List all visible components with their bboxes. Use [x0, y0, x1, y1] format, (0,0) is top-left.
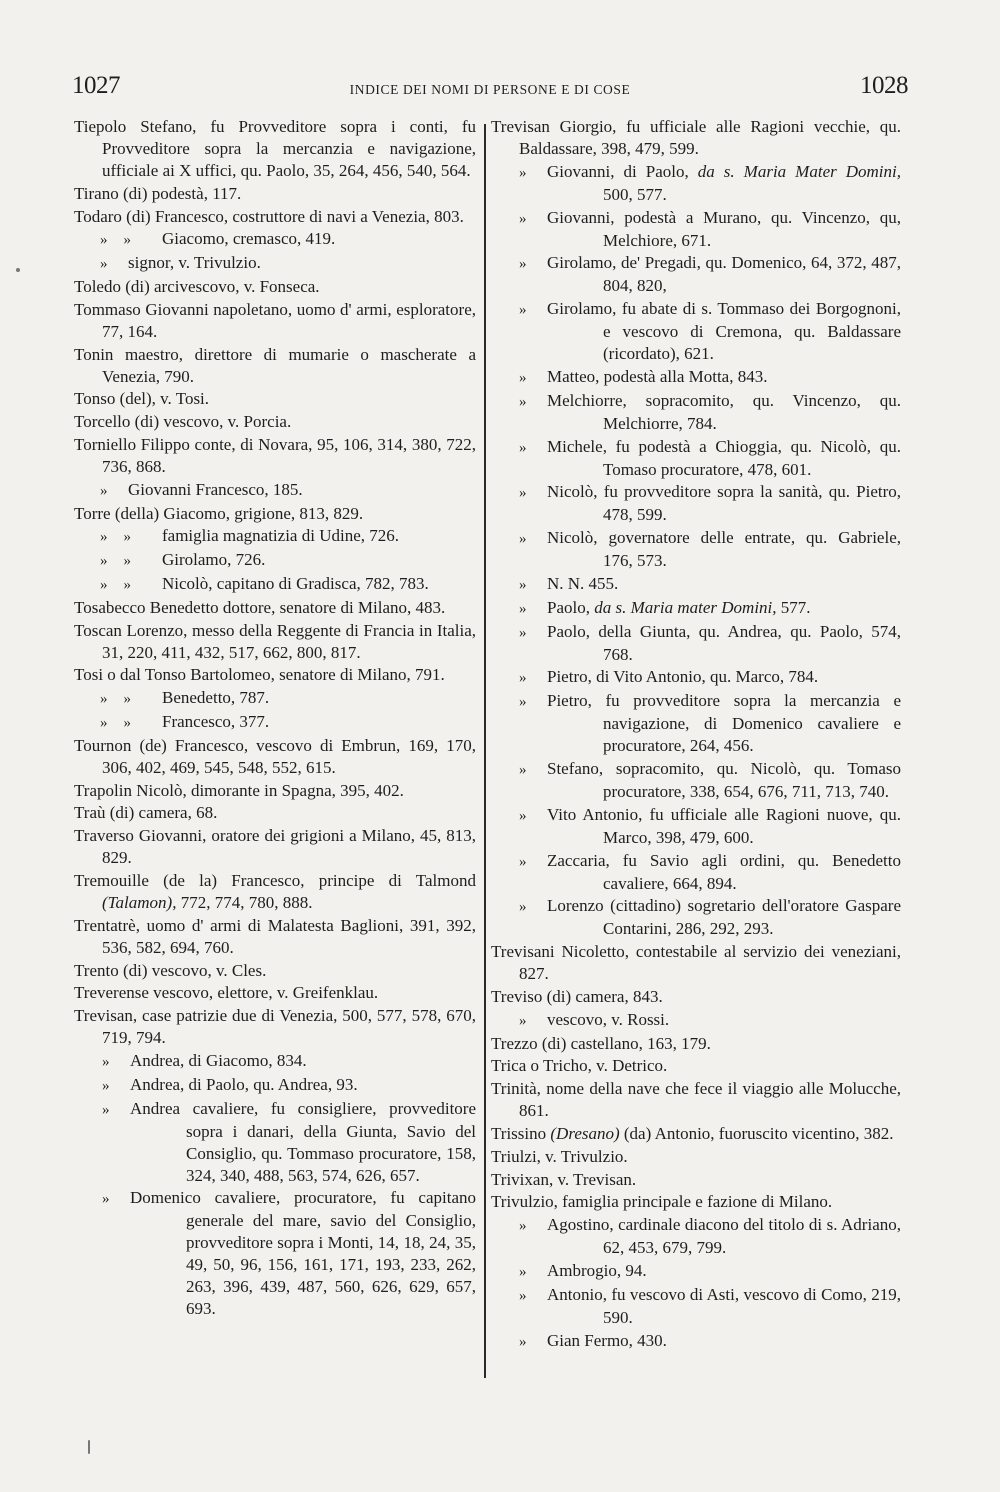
ditto-mark: » [519, 393, 527, 410]
index-entry [74, 116, 476, 182]
ditto-mark: » [519, 761, 527, 778]
index-entry [74, 802, 476, 824]
entry-text: Tirano (di) podestà, 117. [74, 183, 242, 203]
entry-text: Tosi o dal Tonso Bartolomeo, senatore di Milano, 791. [74, 665, 445, 685]
index-entry [74, 1074, 476, 1097]
entry-text: Girolamo, fu abate di s. Tommaso dei Borgognoni, e vescovo di Cremona, qu. Baldassare (ricordato), 621. [547, 299, 901, 364]
index-entry [74, 915, 476, 959]
index-entry [74, 228, 476, 251]
index-entry [74, 549, 476, 572]
ditto-mark: » [519, 807, 527, 824]
entry-text: Andrea, di Giacomo, 834. [130, 1050, 307, 1070]
index-entry [491, 597, 901, 620]
index-entry [74, 1187, 476, 1320]
entry-text: Tonso (del), v. Tosi. [74, 389, 210, 409]
ditto-mark: » [519, 1218, 527, 1235]
left-index-column [74, 116, 476, 1321]
index-entry [491, 1169, 901, 1191]
index-entry [74, 479, 476, 502]
entry-text: Trentatrè, uomo d' armi di Malatesta Baglioni, 391, 392, 536, 582, 694, 760. [74, 915, 476, 957]
entry-text: Benedetto, 787. [162, 688, 270, 708]
entry-text: Trivixan, v. Trevisan. [491, 1169, 637, 1189]
double-ditto-mark [100, 526, 162, 548]
ditto-mark: » [519, 210, 527, 227]
entry-text: Lorenzo (cittadino) sogretario dell'oratore Gaspare Contarini, 286, 292, 293. [547, 896, 901, 939]
print-speck [88, 1440, 90, 1454]
entry-text: Gian Fermo, 430. [547, 1330, 667, 1350]
index-entry [74, 664, 476, 686]
entry-text: Pietro, di Vito Antonio, qu. Marco, 784. [547, 667, 819, 687]
index-entry [491, 758, 901, 803]
entry-text: Trevisan Giorgio, fu ufficiale alle Ragioni vecchie, qu. Baldassare, 398, 479, 599. [491, 117, 901, 158]
entry-text: Treverense vescovo, elettore, v. Greifenklau. [74, 983, 379, 1003]
index-entry [491, 436, 901, 481]
ditto-mark: » [100, 576, 108, 593]
index-entry [491, 161, 901, 206]
entry-text: N. N. 455. [547, 573, 619, 593]
index-entry [491, 1078, 901, 1122]
entry-text: Michele, fu podestà a Chioggia, qu. Nicolò, qu. Tomaso procuratore, 478, 601. [547, 436, 901, 479]
index-entry [491, 366, 901, 389]
entry-text: Torre (della) Giacomo, grigione, 813, 829. [74, 503, 364, 523]
ditto-mark: » [123, 714, 131, 731]
entry-text: Todaro (di) Francesco, costruttore di navi a Venezia, 803. [74, 206, 464, 226]
ditto-mark: » [519, 899, 527, 916]
entry-text: signor, v. Trivulzio. [128, 253, 261, 273]
index-entry [491, 207, 901, 252]
page-number-right: 1028 [860, 72, 908, 99]
index-entry [74, 299, 476, 343]
ditto-mark: » [519, 576, 527, 593]
entry-text: Matteo, podestà alla Motta, 843. [547, 366, 768, 386]
index-entry [74, 503, 476, 525]
index-entry [491, 621, 901, 666]
entry-italic-text: da s. Maria Mater Domini, [697, 161, 901, 181]
ditto-mark: » [519, 485, 527, 502]
index-entry [491, 1009, 901, 1032]
index-entry [74, 206, 476, 228]
entry-text: Toledo (di) arcivescovo, v. Fonseca. [74, 276, 320, 296]
index-entry [74, 1098, 476, 1187]
entry-text: Giovanni Francesco, 185. [128, 479, 303, 499]
entry-text: Antonio, fu vescovo di Asti, vescovo di Como, 219, 590. [547, 1284, 901, 1327]
index-entry [74, 597, 476, 619]
entry-text: Torniello Filippo conte, di Novara, 95, 106, 314, 380, 722, 736, 868. [74, 434, 476, 476]
entry-text: Trissino [491, 1123, 547, 1143]
ditto-mark: » [123, 553, 131, 570]
ditto-mark: » [519, 439, 527, 456]
entry-text: Traverso Giovanni, oratore dei grigioni a Milano, 45, 813, 829. [74, 826, 476, 868]
index-entry [74, 411, 476, 433]
ditto-mark: » [102, 1191, 110, 1208]
entry-italic-text: (Talamon), [102, 892, 177, 912]
running-title: INDICE DEI NOMI DI PERSONE E DI COSE [349, 82, 631, 97]
index-entry [491, 690, 901, 757]
entry-text: Trevisan, case patrizie due di Venezia, 500, 577, 578, 670, 719, 794. [74, 1006, 476, 1048]
entry-text: Domenico cavaliere, procuratore, fu capitano generale del mare, savio del Consiglio, provveditore sopra i Monti, 14, 18, 24, 35, 49, 50, 96, 156, 161, 171, 193, 233, 262, 263, 396, 439, 487, 560, 626, 629, 657, 693. [130, 1188, 476, 1319]
entry-tail-text: 772, 774, 780, 888. [176, 892, 313, 912]
index-entry [491, 298, 901, 365]
entry-text: Agostino, cardinale diacono del titolo di s. Adriano, 62, 453, 679, 799. [547, 1215, 901, 1258]
entry-text: Stefano, sopracomito, qu. Nicolò, qu. Tomaso procuratore, 338, 654, 676, 711, 713, 740. [547, 758, 901, 801]
entry-text: Trevisani Nicoletto, contestabile al servizio dei veneziani, 827. [491, 942, 901, 984]
entry-text: Giacomo, cremasco, 419. [162, 229, 336, 249]
ditto-mark: » [519, 1012, 527, 1029]
index-entry [491, 1123, 901, 1145]
double-ditto-mark [100, 550, 162, 572]
right-index-column [491, 116, 901, 1353]
entry-text: Trapolin Nicolò, dimorante in Spagna, 395, 402. [74, 780, 404, 800]
index-entry [491, 986, 901, 1008]
index-entry [491, 895, 901, 940]
index-entry [491, 252, 901, 297]
index-entry [491, 804, 901, 849]
index-entry [74, 573, 476, 596]
ditto-mark: » [519, 1263, 527, 1280]
entry-text: Giovanni, di Paolo, [547, 161, 689, 181]
index-entry [491, 666, 901, 689]
ditto-mark: » [519, 853, 527, 870]
ditto-mark: » [100, 553, 108, 570]
index-entry [74, 687, 476, 710]
entry-text: vescovo, v. Rossi. [547, 1009, 670, 1029]
index-entry [491, 481, 901, 526]
double-ditto-mark [100, 574, 162, 596]
entry-text: Zaccaria, fu Savio agli ordini, qu. Benedetto cavaliere, 664, 894. [547, 850, 901, 893]
index-entry [74, 276, 476, 298]
entry-text: Nicolò, capitano di Gradisca, 782, 783. [162, 573, 429, 593]
index-entry [74, 1050, 476, 1073]
ditto-mark: » [102, 1077, 110, 1094]
entry-text: Triulzi, v. Trivulzio. [491, 1146, 628, 1166]
entry-text: Paolo, della Giunta, qu. Andrea, qu. Paolo, 574, 768. [547, 621, 901, 664]
index-entry [491, 573, 901, 596]
ditto-mark: » [100, 529, 108, 546]
ditto-mark: » [519, 670, 527, 687]
entry-text: Tosabecco Benedetto dottore, senatore di Milano, 483. [74, 597, 446, 617]
index-entry [74, 870, 476, 914]
page-number-left: 1027 [72, 72, 120, 99]
index-entry [74, 183, 476, 205]
ditto-mark: » [100, 691, 108, 708]
index-entry [74, 388, 476, 410]
entry-text: Trica o Tricho, v. Detrico. [491, 1056, 668, 1076]
entry-text: Paolo, [547, 597, 590, 617]
ditto-mark: » [519, 1333, 527, 1350]
entry-tail-text: 577. [776, 597, 811, 617]
index-entry [74, 344, 476, 388]
entry-text: Traù (di) camera, 68. [74, 803, 218, 823]
ditto-mark: » [519, 369, 527, 386]
index-entry [491, 1284, 901, 1329]
index-entry [491, 390, 901, 435]
double-ditto-mark [100, 712, 162, 734]
entry-text: Tremouille (de la) Francesco, principe di Talmond [74, 870, 476, 890]
index-entry [74, 780, 476, 802]
index-entry [491, 116, 901, 160]
index-entry [491, 1260, 901, 1283]
index-entry [491, 1191, 901, 1213]
ditto-mark: » [519, 624, 527, 641]
index-entry [491, 1214, 901, 1259]
entry-tail-text: 500, 577. [603, 184, 667, 204]
index-entry [74, 525, 476, 548]
ditto-mark: » [100, 232, 108, 249]
ditto-mark: » [123, 529, 131, 546]
index-entry [491, 1330, 901, 1353]
entry-text: Trezzo (di) castellano, 163, 179. [491, 1033, 711, 1053]
entry-tail-text: (da) Antonio, fuoruscito vicentino, 382. [619, 1123, 894, 1143]
double-ditto-mark [100, 229, 162, 251]
entry-text: Trinità, nome della nave che fece il viaggio alle Molucche, 861. [491, 1079, 901, 1121]
entry-text: Treviso (di) camera, 843. [491, 986, 663, 1006]
index-entry [74, 960, 476, 982]
entry-text: Giovanni, podestà a Murano, qu. Vincenzo, qu, Melchiore, 671. [547, 207, 901, 250]
ditto-mark: » [100, 714, 108, 731]
ditto-mark: » [100, 482, 108, 499]
entry-text: Tonin maestro, direttore di mumarie o mascherate a Venezia, 790. [74, 344, 476, 386]
ditto-mark: » [519, 600, 527, 617]
ditto-mark: » [519, 1287, 527, 1304]
entry-text: Toscan Lorenzo, messo della Reggente di Francia in Italia, 31, 220, 411, 432, 517, 662, 800, 817. [74, 620, 476, 662]
index-entry [491, 527, 901, 572]
entry-text: Melchiorre, sopracomito, qu. Vincenzo, qu. Melchiorre, 784. [547, 390, 901, 433]
index-entry [74, 825, 476, 869]
index-entry [491, 850, 901, 895]
index-entry [74, 711, 476, 734]
index-entry [74, 252, 476, 275]
ditto-mark: » [102, 1053, 110, 1070]
index-entry [74, 982, 476, 1004]
entry-text: Tiepolo Stefano, fu Provveditore sopra i conti, fu Provveditore sopra la mercanzia e navigazione, ufficiale ai X uffici, qu. Paolo, 35, 264, 456, 540, 564. [74, 117, 476, 180]
ditto-mark: » [123, 576, 131, 593]
ditto-mark: » [519, 302, 527, 319]
ditto-mark: » [123, 232, 131, 249]
entry-italic-text: (Dresano) [550, 1123, 620, 1143]
double-ditto-mark [100, 688, 162, 710]
entry-text: Tommaso Giovanni napoletano, uomo d' armi, esploratore, 77, 164. [74, 299, 476, 341]
entry-text: Girolamo, de' Pregadi, qu. Domenico, 64, 372, 487, 804, 820, [547, 253, 901, 296]
entry-text: Trento (di) vescovo, v. Cles. [74, 960, 267, 980]
index-entry [74, 1005, 476, 1049]
ditto-mark: » [123, 691, 131, 708]
entry-text: Andrea cavaliere, fu consigliere, provveditore sopra i danari, della Giunta, Savio del Consiglio, qu. Tommaso procuratore, 158, 324, 340, 488, 563, 574, 626, 657. [130, 1098, 476, 1185]
index-entry [74, 620, 476, 664]
index-entry [491, 941, 901, 985]
ditto-mark: » [100, 256, 108, 273]
entry-text: Tournon (de) Francesco, vescovo di Embrun, 169, 170, 306, 402, 469, 545, 548, 552, 615. [74, 735, 476, 777]
index-entry [491, 1033, 901, 1055]
index-entry [74, 735, 476, 779]
ditto-mark: » [519, 256, 527, 273]
entry-text: Nicolò, governatore delle entrate, qu. Gabriele, 176, 573. [547, 528, 901, 571]
column-divider [484, 124, 486, 1378]
entry-text: Ambrogio, 94. [547, 1260, 647, 1280]
entry-text: Nicolò, fu provveditore sopra la sanità, qu. Pietro, 478, 599. [547, 482, 901, 525]
page-header [72, 72, 908, 104]
entry-text: Torcello (di) vescovo, v. Porcia. [74, 412, 292, 432]
entry-text: Pietro, fu provveditore sopra la mercanzia e navigazione, di Domenico cavaliere e procuratore, 264, 456. [547, 691, 901, 756]
entry-italic-text: da s. Maria mater Domini, [594, 597, 777, 617]
index-entry [74, 434, 476, 478]
entry-text: Girolamo, 726. [162, 550, 266, 570]
ditto-mark: » [519, 164, 527, 181]
entry-text: famiglia magnatizia di Udine, 726. [162, 526, 399, 546]
entry-text: Francesco, 377. [162, 711, 270, 731]
entry-text: Andrea, di Paolo, qu. Andrea, 93. [130, 1074, 358, 1094]
ditto-mark: » [519, 531, 527, 548]
entry-text: Vito Antonio, fu ufficiale alle Ragioni nuove, qu. Marco, 398, 479, 600. [547, 804, 901, 847]
entry-text: Trivulzio, famiglia principale e fazione di Milano. [491, 1192, 833, 1212]
index-entry [491, 1055, 901, 1077]
print-speck [16, 268, 20, 272]
ditto-mark: » [102, 1101, 110, 1118]
index-entry [491, 1146, 901, 1168]
ditto-mark: » [519, 694, 527, 711]
